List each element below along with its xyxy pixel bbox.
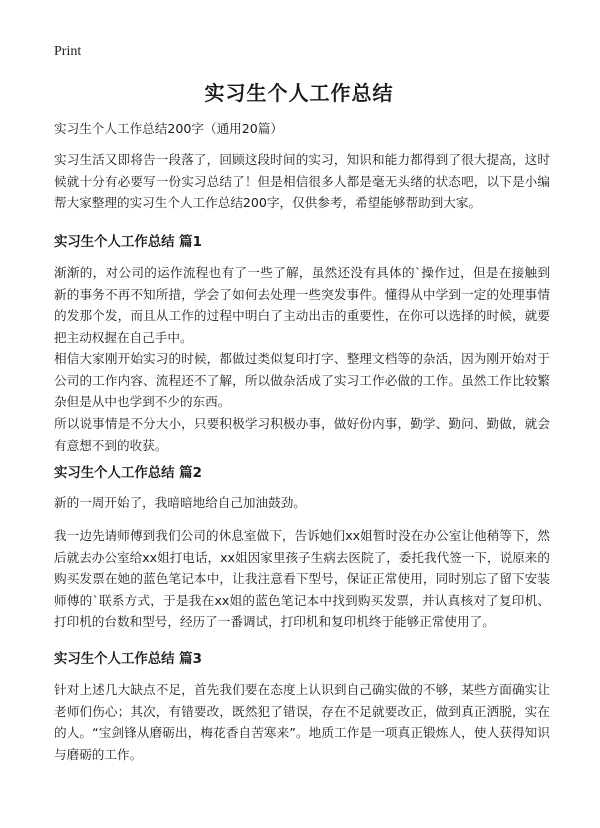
print-link[interactable]: Print — [54, 44, 82, 59]
section-1-paragraph-1: 渐渐的，对公司的运作流程也有了一些了解，虽然还没有具体的`操作过，但是在接触到新的事务不再不知所措，学会了如何去处理一些突发事件。懂得从中学到一定的处理事情的发那个发，而且从工作的过程中明白了主动出击的重要性，在你可以选择的时候，就要把主动权握在自己手中。 — [54, 265, 550, 345]
intro-paragraph: 实习生活又即将告一段落了，回顾这段时间的实习，知识和能力都得到了很大提高，这时候就十分有必要写一份实习总结了！但是相信很多人都是毫无头绪的状态吧，以下是小编帮大家整理的实习生个人工作总结200字，仅供参考，希望能够帮助到大家。 — [54, 152, 550, 210]
section-1-paragraph-3: 所以说事情是不分大小，只要积极学习积极办事，做好份内事，勤学、勤问、勤做，就会有意想不到的收获。 — [54, 416, 550, 453]
section-heading-3: 实习生个人工作总结 篇3 — [54, 652, 202, 667]
section-2-paragraph-2: 我一边先请师傅到我们公司的休息室做下，告诉她们xx姐暂时没在办公室让他稍等下，然后就去办公室给xx姐打电话，xx姐因家里孩子生病去医院了，委托我代签一下，说原来的购买发票在她的蓝色笔记本中，让我注意看下型号，保证正常使用，同时别忘了留下安装师傅的`联系方式，于是我在xx姐的蓝色笔记本中找到购买发票，并认真核对了复印机、打印机的台数和型号，经历了一番调试，打印机和复印机终于能够正常使用了。 — [54, 528, 550, 629]
page-title: 实习生个人工作总结 — [204, 81, 394, 105]
section-1-paragraph-2: 相信大家刚开始实习的时候，都做过类似复印打字、整理文档等的杂活，因为刚开始对于公司的工作内容、流程还不了解，所以做杂活成了实习工作必做的工作。虽然工作比较繁杂但是从中也学到不少的东西。 — [54, 351, 550, 409]
document-subtitle: 实习生个人工作总结200字（通用20篇） — [54, 121, 283, 136]
section-2-paragraph-1: 新的一周开始了，我暗暗地给自己加油鼓劲。 — [54, 495, 306, 510]
section-heading-2: 实习生个人工作总结 篇2 — [54, 466, 202, 481]
section-3-paragraph-1: 针对上述几大缺点不足，首先我们要在态度上认识到自己确实做的不够，某些方面确实让老师们伤心；其次，有错要改，既然犯了错误，存在不足就要改正，做到真正洒脱，实在的人。“宝剑锋从磨砺出，梅花香自苦寒来”。地质工作是一项真正锻炼人，使人获得知识与磨砺的工作。 — [54, 682, 550, 762]
section-heading-1: 实习生个人工作总结 篇1 — [54, 235, 202, 250]
